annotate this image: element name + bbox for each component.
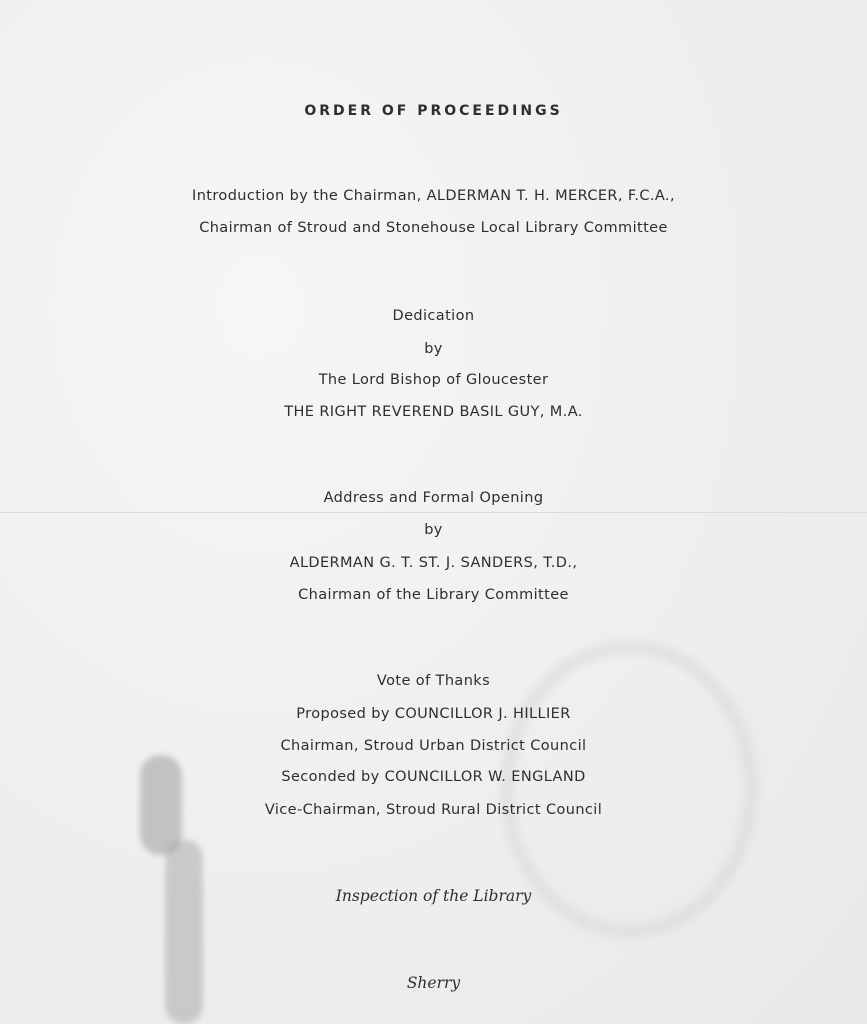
vote-of-thanks-line: Chairman, Stroud Urban District Council bbox=[280, 738, 587, 754]
dedication-by: by bbox=[424, 341, 443, 357]
fold-crease bbox=[0, 512, 867, 513]
introduction-line: Chairman of Stroud and Stonehouse Local Library Committee bbox=[199, 220, 668, 236]
address-line: Chairman of the Library Committee bbox=[298, 587, 569, 603]
dedication-line: THE RIGHT REVEREND BASIL GUY, M.A. bbox=[284, 404, 583, 420]
dedication-heading: Dedication bbox=[392, 308, 475, 324]
inspection-item: Inspection of the Library bbox=[335, 887, 532, 905]
vote-of-thanks-line: Seconded by COUNCILLOR W. ENGLAND bbox=[281, 769, 586, 785]
dedication-line: The Lord Bishop of Gloucester bbox=[318, 372, 549, 388]
address-by: by bbox=[424, 522, 443, 538]
vote-of-thanks-heading: Vote of Thanks bbox=[376, 673, 491, 689]
page-title: ORDER OF PROCEEDINGS bbox=[304, 103, 563, 119]
ink-stain-drip bbox=[165, 840, 203, 1024]
sherry-item: Sherry bbox=[406, 974, 461, 992]
vote-of-thanks-line: Vice-Chairman, Stroud Rural District Council bbox=[264, 802, 603, 818]
vote-of-thanks-line: Proposed by COUNCILLOR J. HILLIER bbox=[296, 706, 571, 722]
introduction-line: Introduction by the Chairman, ALDERMAN T. H. MERCER, F.C.A., bbox=[192, 188, 675, 204]
address-heading: Address and Formal Opening bbox=[323, 490, 544, 506]
address-line: ALDERMAN G. T. ST. J. SANDERS, T.D., bbox=[289, 555, 578, 571]
